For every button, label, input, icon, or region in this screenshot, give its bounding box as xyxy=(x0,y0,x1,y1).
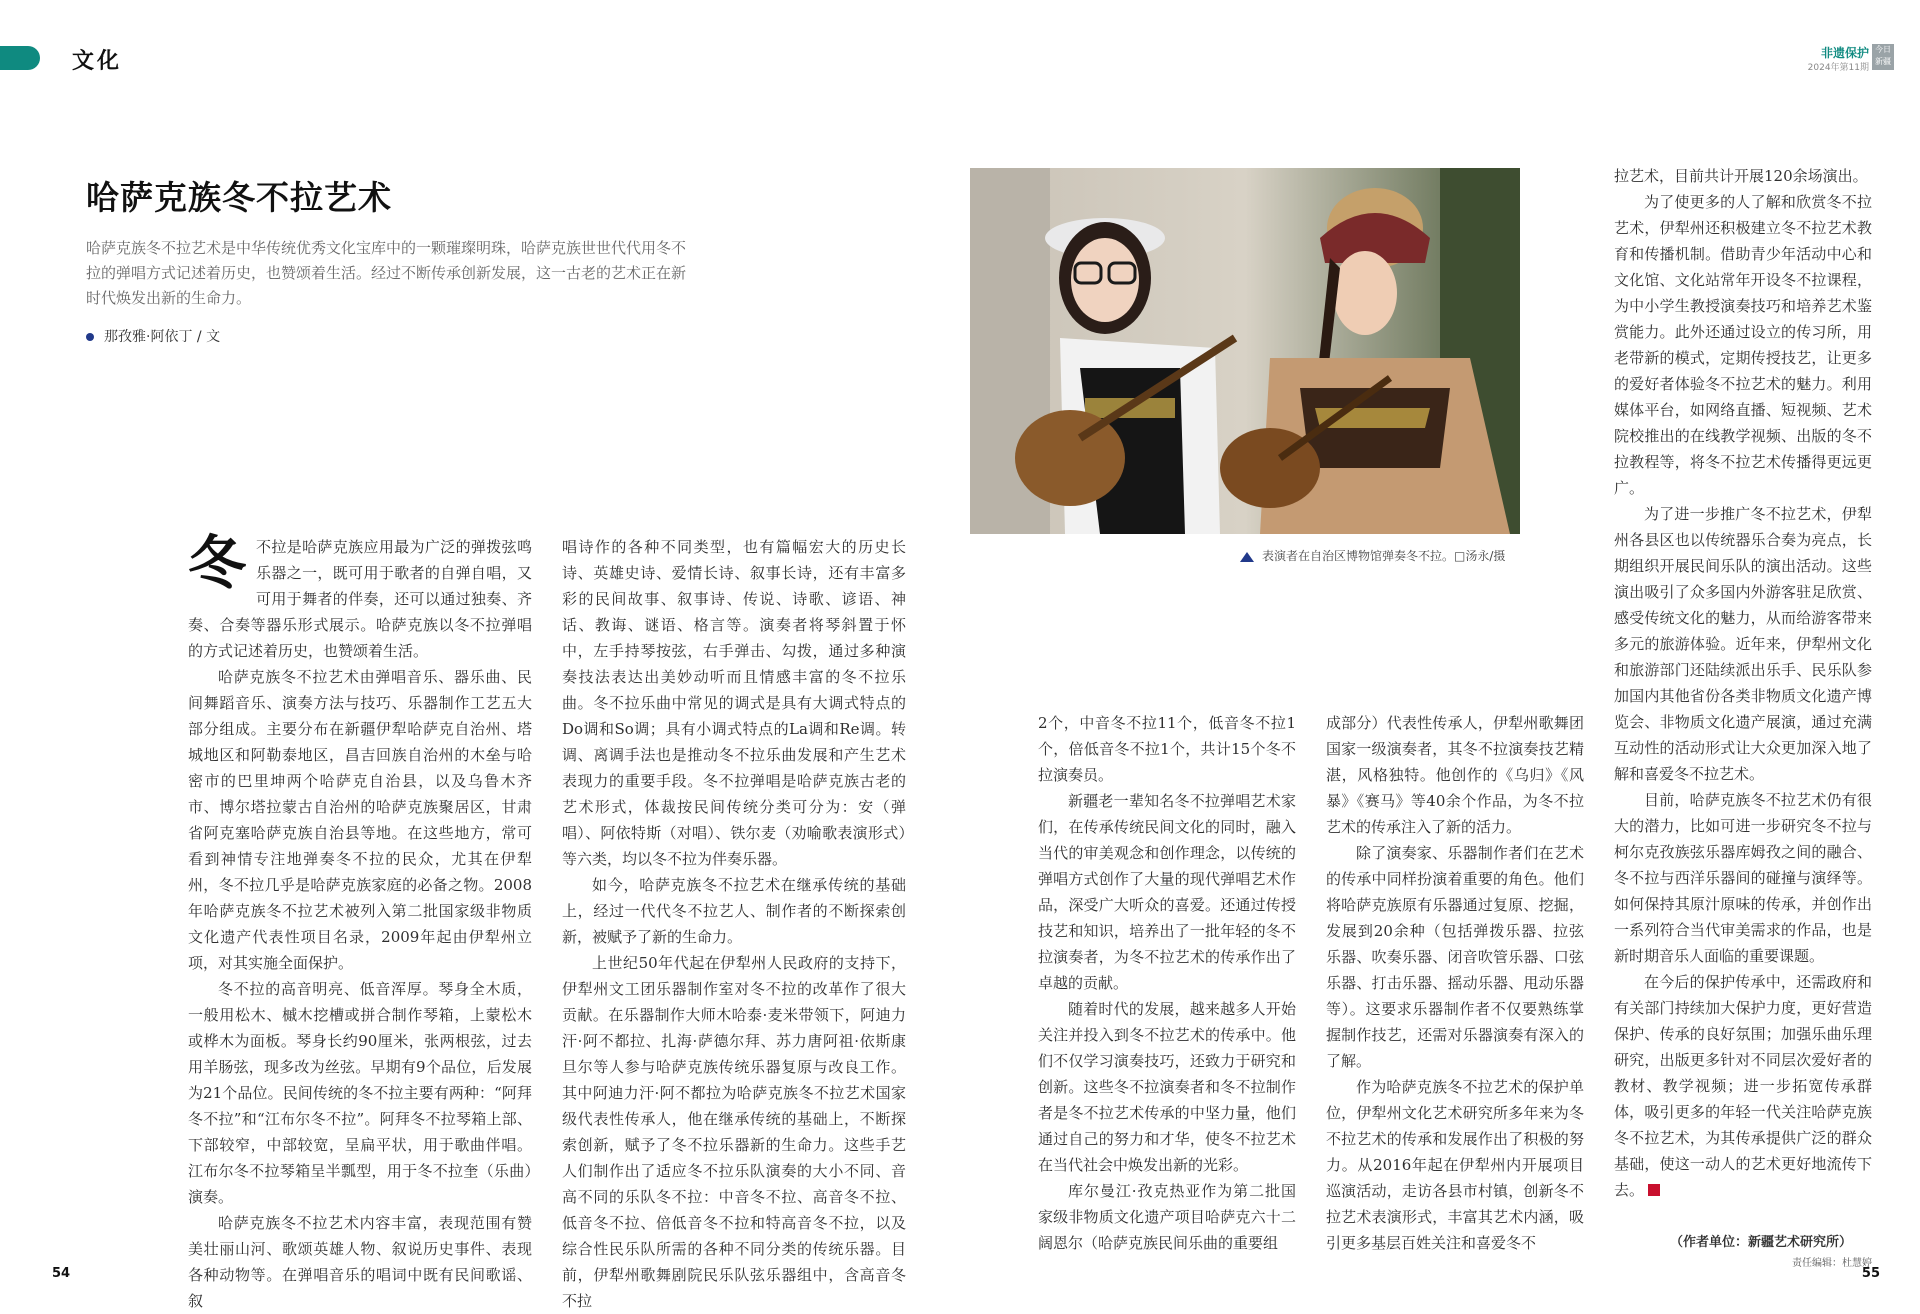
caption-text: 表演者在自治区博物馆弹奏冬不拉。□汤永/摄 xyxy=(1262,549,1506,563)
paragraph: 冬不拉的高音明亮、低音浑厚。琴身全木质，一般用松木、槭木挖槽或拼合制作琴箱，上蒙松木或桦木为面板。琴身长约90厘米，张两根弦，过去用羊肠弦，现多改为丝弦。早期有9个品位，后发展为21个品位。民间传统的冬不拉主要有两种：“阿拜冬不拉”和“江布尔冬不拉”。阿拜冬不拉琴箱上部、下部较窄，中部较宽，呈扁平状，用于歌曲伴唱。江布尔冬不拉琴箱呈半瓢型，用于冬不拉奎（乐曲）演奏。 xyxy=(188,980,532,1206)
section-tab-marker xyxy=(0,46,40,70)
caption-triangle-icon xyxy=(1240,552,1254,562)
body-column-5 xyxy=(1614,163,1872,1203)
paragraph: 作为哈萨克族冬不拉艺术的保护单位，伊犁州文化艺术研究所多年来为冬不拉艺术的传承和发展作出了积极的努力。从2016年起在伊犁州内开展项目巡演活动，走访各县市村镇，创新冬不拉艺术表演形式，丰富其艺术内涵，吸引更多基层百姓关注和喜爱冬不 xyxy=(1326,1078,1584,1252)
paragraph-text: 不拉是哈萨克族应用最为广泛的弹拨弦鸣乐器之一，既可用于歌者的自弹自唱，又可用于舞者的伴奏，还可以通过独奏、齐奏、合奏等器乐形式展示。哈萨克族以冬不拉弹唱的方式记述着历史，也赞颂着生活。 xyxy=(188,538,532,660)
body-column-1 xyxy=(188,529,532,1314)
paragraph: 新疆老一辈知名冬不拉弹唱艺术家们，在传承传统民间文化的同时，融入当代的审美观念和创作理念，以传统的弹唱方式创作了大量的现代弹唱艺术作品，深受广大听众的喜爱。还通过传授技艺和知识，培养出了一批年轻的冬不拉演奏者，为冬不拉艺术的传承作出了卓越的贡献。 xyxy=(1038,792,1296,992)
byline-text: 那孜雅·阿依丁 / 文 xyxy=(104,329,221,345)
paragraph: 如今，哈萨克族冬不拉艺术在继承传统的基础上，经过一代代冬不拉艺人、制作者的不断探索创新，被赋予了新的生命力。 xyxy=(562,876,906,946)
paragraph: 随着时代的发展，越来越多人开始关注并投入到冬不拉艺术的传承中。他们不仅学习演奏技巧，还致力于研究和创新。这些冬不拉演奏者和冬不拉制作者是冬不拉艺术传承的中坚力量，他们通过自己的努力和才华，使冬不拉艺术在当代社会中焕发出新的光彩。 xyxy=(1038,1000,1296,1174)
end-mark-icon xyxy=(1648,1184,1660,1196)
article-title: 哈萨克族冬不拉艺术 xyxy=(86,178,392,217)
article-byline xyxy=(86,326,220,346)
drop-cap: 冬 xyxy=(188,529,247,597)
paragraph: 库尔曼江·孜克热亚作为第二批国家级非物质文化遗产项目哈萨克六十二阔恩尔（哈萨克族民间乐曲的重要组 xyxy=(1038,1182,1296,1252)
paragraph xyxy=(1614,969,1872,1203)
paragraph: 哈萨克族冬不拉艺术由弹唱音乐、器乐曲、民间舞蹈音乐、演奏方法与技巧、乐器制作工艺五大部分组成。主要分布在新疆伊犁哈萨克自治州、塔城地区和阿勒泰地区，昌吉回族自治州的木垒与哈密市的巴里坤两个哈萨克自治县，以及乌鲁木齐市、博尔塔拉蒙古自治州的哈萨克族聚居区，甘肃省阿克塞哈萨克族自治县等地。在这些地方，常可看到神情专注地弹奏冬不拉的民众，尤其在伊犁州，冬不拉几乎是哈萨克族家庭的必备之物。2008年哈萨克族冬不拉艺术被列入第二批国家级非物质文化遗产代表性项目名录，2009年起由伊犁州立项，对其实施全面保护。 xyxy=(188,668,532,972)
body-column-3 xyxy=(1038,710,1296,1256)
body-column-2 xyxy=(562,534,906,1314)
paragraph-text: 在今后的保护传承中，还需政府和有关部门持续加大保护力度，更好营造保护、传承的良好氛围；加强乐曲乐理研究，出版更多针对不同层次爱好者的教材、教学视频；进一步拓宽传承群体，吸引更多的年轻一代关注哈萨克族冬不拉艺术，为其传承提供广泛的群众基础，使这一动人的艺术更好地流传下去。 xyxy=(1614,973,1872,1199)
page-number-left: 54 xyxy=(52,1266,71,1281)
body-column-4 xyxy=(1326,710,1584,1256)
paragraph: 唱诗作的各种不同类型，也有篇幅宏大的历史长诗、英雄史诗、爱情长诗、叙事长诗，还有丰富多彩的民间故事、叙事诗、传说、诗歌、谚语、神话、教诲、谜语、格言等。演奏者将琴斜置于怀中，左手持琴按弦，右手弹击、勾拨，通过多种演奏技法表达出美妙动听而且情感丰富的冬不拉乐曲。冬不拉乐曲中常见的调式是具有大调式特点的Do调和So调；具有小调式特点的La调和Re调。转调、离调手法也是推动冬不拉乐曲发展和产生艺术表现力的重要手段。冬不拉弹唱是哈萨克族古老的艺术形式，体裁按民间传统分类可分为：安（弹唱）、阿依特斯（对唱）、铁尔麦（劝喻歌表演形式）等六类，均以冬不拉为伴奏乐器。 xyxy=(562,538,906,868)
paragraph: 成部分）代表性传承人，伊犁州歌舞团国家一级演奏者，其冬不拉演奏技艺精湛，风格独特。他创作的《乌归》《风暴》《赛马》等40余个作品，为冬不拉艺术的传承注入了新的活力。 xyxy=(1326,714,1584,836)
magazine-logo: 今日新疆 xyxy=(1872,44,1894,70)
paragraph: 除了演奏家、乐器制作者们在艺术的传承中同样扮演着重要的角色。他们将哈萨克族原有乐器通过复原、挖掘，发展到20余种（包括弹拨乐器、拉弦乐器、吹奏乐器、闭音吹管乐器、口弦乐器、打击乐器、摇动乐器、甩动乐器等）。这要求乐器制作者不仅要熟练掌握制作技艺，还需对乐器演奏有深入的了解。 xyxy=(1326,844,1584,1070)
paragraph: 目前，哈萨克族冬不拉艺术仍有很大的潜力，比如可进一步研究冬不拉与柯尔克孜族弦乐器库姆孜之间的融合、冬不拉与西洋乐器间的碰撞与演绎等。如何保持其原汁原味的传承，并创作出一系列符合当代审美需求的作品，也是新时期音乐人面临的重要课题。 xyxy=(1614,791,1872,965)
byline-bullet-icon xyxy=(86,333,94,341)
section-label: 文化 xyxy=(72,49,123,74)
responsible-editor: 责任编辑：杜慧婷 xyxy=(1792,1258,1872,1269)
paragraph: 哈萨克族冬不拉艺术内容丰富，表现范围有赞美壮丽山河、歌颂英雄人物、叙说历史事件、表现各种动物等。在弹唱音乐的唱词中既有民间歌谣、叙 xyxy=(188,1214,532,1310)
paragraph: 2个，中音冬不拉11个，低音冬不拉1个，倍低音冬不拉1个，共计15个冬不拉演奏员。 xyxy=(1038,714,1296,784)
magazine-name: 非遗保护 xyxy=(1820,46,1869,60)
paragraph: 为了使更多的人了解和欣赏冬不拉艺术，伊犁州还积极建立冬不拉艺术教育和传播机制。借助青少年活动中心和文化馆、文化站常年开设冬不拉课程，为中小学生教授演奏技巧和培养艺术鉴赏能力。此外还通过设立的传习所，用老带新的模式，定期传授技艺，让更多的爱好者体验冬不拉艺术的魅力。利用媒体平台，如网络直播、短视频、艺术院校推出的在线教学视频、出版的冬不拉教程等，将冬不拉艺术传播得更远更广。 xyxy=(1614,193,1872,497)
page-number-right: 55 xyxy=(1861,1266,1880,1281)
performers-photo xyxy=(970,168,1520,534)
magazine-issue: 2024年第11期 xyxy=(1807,63,1869,73)
article-lead: 哈萨克族冬不拉艺术是中华传统优秀文化宝库中的一颗璀璨明珠，哈萨克族世世代代用冬不拉的弹唱方式记述着历史，也赞颂着生活。经过不断传承创新发展，这一古老的艺术正在新时代焕发出新的生命力。 xyxy=(86,239,687,307)
paragraph: 上世纪50年代起在伊犁州人民政府的支持下，伊犁州文工团乐器制作室对冬不拉的改革作了很大贡献。在乐器制作大师木哈泰·麦米带领下，阿迪力汗·阿不都拉、扎海·萨德尔拜、苏力唐阿祖·依斯康旦尔等人参与哈萨克族传统乐器复原与改良工作。其中阿迪力汗·阿不都拉为哈萨克族冬不拉艺术国家级代表性传承人，他在继承传统的基础上，不断探索创新，赋予了冬不拉乐器新的生命力。这些手艺人们制作出了适应冬不拉乐队演奏的大小不同、音高不同的乐队冬不拉：中音冬不拉、高音冬不拉、低音冬不拉、倍低音冬不拉和特高音冬不拉，以及综合性民乐队所需的各种不同分类的传统乐器。目前，伊犁州歌舞剧院民乐队弦乐器组中，含高音冬不拉 xyxy=(562,954,906,1310)
photo-caption xyxy=(1240,547,1505,564)
paragraph: 拉艺术，目前共计开展120余场演出。 xyxy=(1614,167,1868,185)
paragraph xyxy=(188,529,532,664)
paragraph: 为了进一步推广冬不拉艺术，伊犁州各县区也以传统器乐合奏为亮点，长期组织开展民间乐队的演出活动。这些演出吸引了众多国内外游客驻足欣赏、感受传统文化的魅力，从而给游客带来多元的旅游体验。近年来，伊犁州文化和旅游部门还陆续派出乐手、民乐队参加国内其他省份各类非物质文化遗产博览会、非物质文化遗产展演，通过充满互动性的活动形式让大众更加深入地了解和喜爱冬不拉艺术。 xyxy=(1614,505,1872,783)
author-unit: （作者单位：新疆艺术研究所） xyxy=(1670,1235,1853,1250)
